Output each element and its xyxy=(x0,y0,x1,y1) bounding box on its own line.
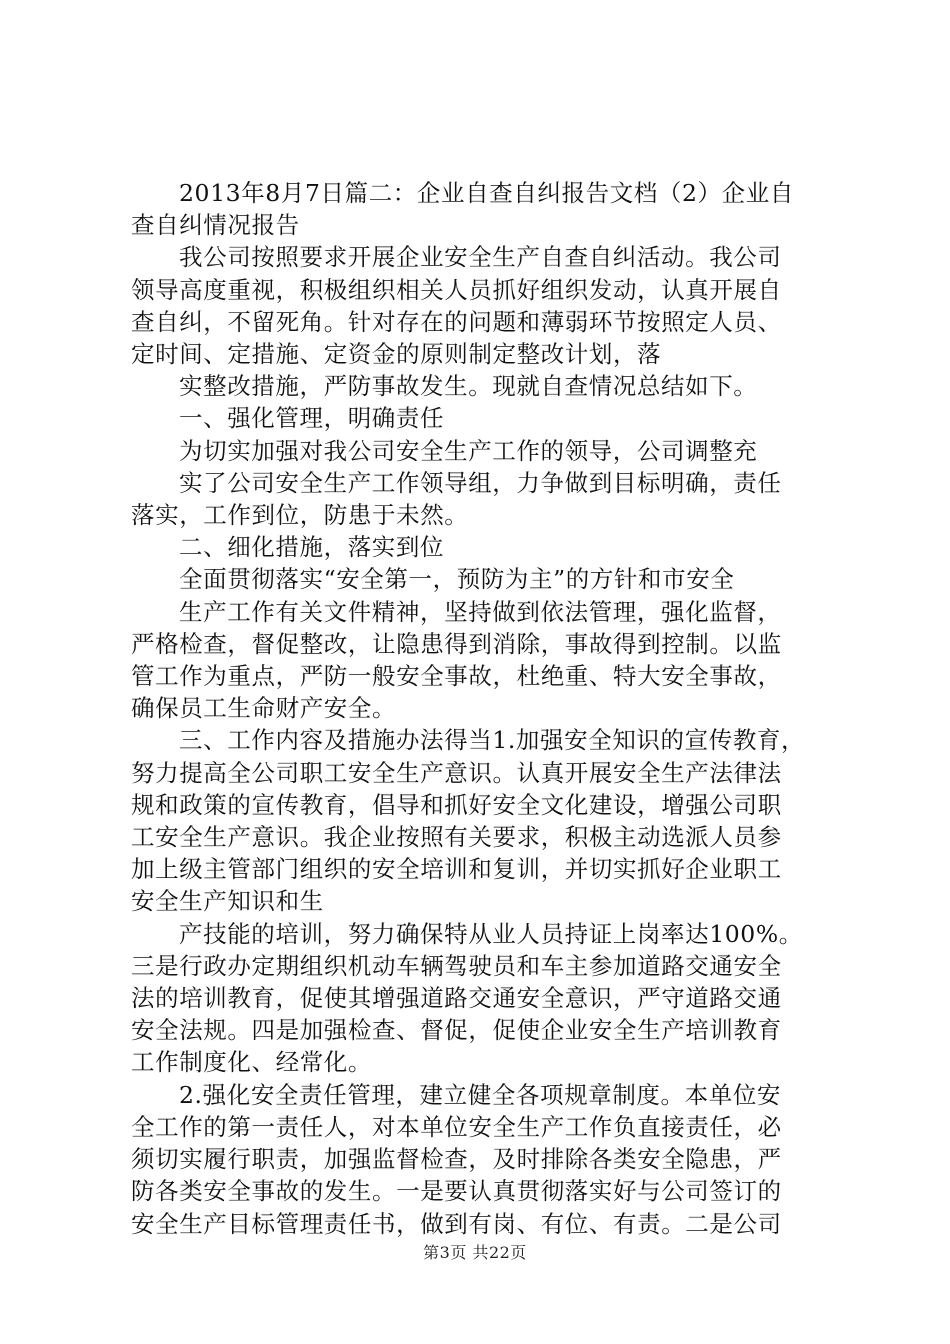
text-line: 三是行政办定期组织机动车辆驾驶员和车主参加道路交通安全 xyxy=(131,951,782,980)
text-line: 2013年8月7日篇二：企业自查自纠报告文档（2）企业自 xyxy=(179,179,794,207)
text-line: 2.强化安全责任管理，建立健全各项规章制度。本单位安 xyxy=(179,1080,782,1109)
text-line: 查自纠情况报告 xyxy=(131,211,300,240)
text-line: 工作制度化、经常化。 xyxy=(131,1048,372,1077)
text-line: 生产工作有关文件精神，坚持做到依法管理，强化监督， xyxy=(179,597,782,626)
text-line: 落实，工作到位，防患于未然。 xyxy=(131,501,469,530)
text-line: 安全法规。四是加强检查、督促，促使企业安全生产培训教育 xyxy=(131,1016,782,1045)
text-line: 查自纠，不留死角。针对存在的问题和薄弱环节按照定人员、 xyxy=(131,307,782,336)
text-line: 防各类安全事故的发生。一是要认真贯彻落实好与公司签订的 xyxy=(131,1177,782,1206)
text-line: 领导高度重视，积极组织相关人员抓好组织发动，认真开展自 xyxy=(131,275,782,304)
text-line: 安全生产知识和生 xyxy=(131,887,324,916)
text-line: 法的培训教育，促使其增强道路交通安全意识，严守道路交通 xyxy=(131,984,782,1013)
text-line: 努力提高全公司职工安全生产意识。认真开展安全生产法律法 xyxy=(131,758,782,787)
text-line: 确保员工生命财产安全。 xyxy=(131,694,397,723)
section-heading: 一、强化管理，明确责任 xyxy=(179,404,445,433)
text-line: 实了公司安全生产工作领导组，力争做到目标明确，责任 xyxy=(179,468,782,497)
text-line: 为切实加强对我公司安全生产工作的领导，公司调整充 xyxy=(179,436,758,465)
document-body xyxy=(131,177,831,1240)
section-heading: 二、细化措施，落实到位 xyxy=(179,533,445,562)
text-line: 安全生产目标管理责任书，做到有岗、有位、有责。二是公司 xyxy=(131,1209,782,1238)
text-line: 我公司按照要求开展企业安全生产自查自纠活动。我公司 xyxy=(179,243,782,272)
text-line: 产技能的培训，努力确保特从业人员持证上岗率达100%。 xyxy=(179,919,803,948)
text-line: 管工作为重点，严防一般安全事故，杜绝重、特大安全事故， xyxy=(131,662,782,691)
text-line: 定时间、定措施、定资金的原则制定整改计划，落 xyxy=(131,340,662,369)
text-line: 须切实履行职责，加强监督检查，及时排除各类安全隐患，严 xyxy=(131,1145,782,1174)
text-line: 严格检查，督促整改，让隐患得到消除，事故得到控制。以监 xyxy=(131,629,782,658)
text-line: 全工作的第一责任人，对本单位安全生产工作负直接责任，必 xyxy=(131,1112,782,1141)
page-number-footer: 第3页 共22页 xyxy=(423,1243,527,1262)
text-line: 加上级主管部门组织的安全培训和复训，并切实抓好企业职工 xyxy=(131,855,782,884)
text-line: 工安全生产意识。我企业按照有关要求，积极主动选派人员参 xyxy=(131,823,782,852)
section-heading: 三、工作内容及措施办法得当1.加强安全知识的宣传教育， xyxy=(179,726,806,755)
text-line: 全面贯彻落实“安全第一，预防为主”的方针和市安全 xyxy=(179,565,735,594)
text-line: 实整改措施，严防事故发生。现就自查情况总结如下。 xyxy=(179,372,758,401)
text-line: 规和政策的宣传教育，倡导和抓好安全文化建设，增强公司职 xyxy=(131,790,782,819)
